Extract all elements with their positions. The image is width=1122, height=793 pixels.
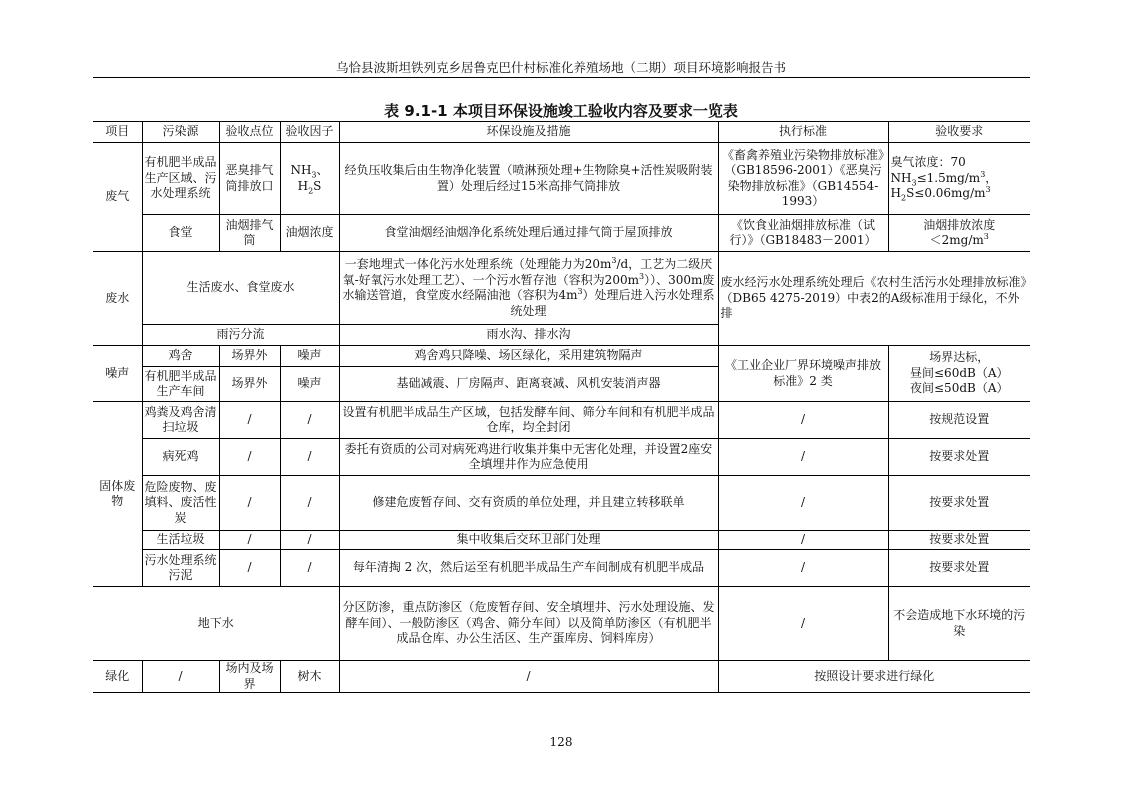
table-row <box>93 476 1030 531</box>
category-cell: 废水 <box>93 252 142 346</box>
factor-cell: 油烟浓度 <box>280 215 339 252</box>
factor-cell: / <box>280 550 339 587</box>
standard-cell: / <box>718 439 888 476</box>
source-cell: 污水处理系统污泥 <box>142 550 219 587</box>
source-cell: 有机肥半成品生产车间 <box>142 367 219 402</box>
table-row <box>93 661 1030 693</box>
document-header: 乌恰县波斯坦铁列克乡居鲁克巴什村标准化养殖场地（二期）项目环境影响报告书 <box>335 60 786 75</box>
header-rule <box>93 77 1030 78</box>
source-cell: 鸡粪及鸡舍清扫垃圾 <box>142 402 219 439</box>
measure-cell: / <box>339 661 718 693</box>
col-header: 执行标准 <box>718 122 888 143</box>
standard-cell: 废水经污水处理系统处理后《农村生活污水处理排放标准》（DB65 4275-2019）中表2的A级标准用于绿化，不外排 <box>718 252 1030 346</box>
requirement-cell: 按要求处置 <box>888 439 1030 476</box>
measure-cell: 分区防渗，重点防渗区（危废暂存间、安全填埋井、污水处理设施、发酵车间）、一般防渗区（鸡舍、筛分车间）以及简单防渗区（有机肥半成品仓库、办公生活区、生产蛋库房、饲料库房） <box>339 587 718 661</box>
measure-cell: 设置有机肥半成品生产区域，包括发酵车间、筛分车间和有机肥半成品仓库，均全封闭 <box>339 402 718 439</box>
point-cell: 场内及场界 <box>219 661 280 693</box>
factor-cell: / <box>280 476 339 531</box>
factor-cell: $NH_3$、$H_2S$ <box>280 143 339 215</box>
col-header: 验收点位 <box>219 122 280 143</box>
category-cell: 绿化 <box>93 661 142 693</box>
source-cell: 有机肥半成品生产区域、污水处理系统 <box>142 143 219 215</box>
table-row <box>93 143 1030 215</box>
point-cell: / <box>219 439 280 476</box>
measure-cell: 每年清掏 2 次，然后运至有机肥半成品生产车间制成有机肥半成品 <box>339 550 718 587</box>
table-row <box>93 531 1030 550</box>
point-cell: / <box>219 402 280 439</box>
point-cell: 场界外 <box>219 367 280 402</box>
table-row <box>93 346 1030 367</box>
factor-cell: / <box>280 531 339 550</box>
requirement-cell: 油烟排放浓度 $<2mg/m^3$ <box>888 215 1030 252</box>
source-cell: 食堂 <box>142 215 219 252</box>
requirement-cell: 按要求处置 <box>888 531 1030 550</box>
point-cell: 场界外 <box>219 346 280 367</box>
table-caption: 表 9.1-1 本项目环保设施竣工验收内容及要求一览表 <box>384 102 738 120</box>
col-header: 环保设施及措施 <box>339 122 718 143</box>
acceptance-table <box>93 121 1030 693</box>
source-cell: 危险废物、废填料、废活性炭 <box>142 476 219 531</box>
measure-cell: 鸡舍鸡只降噪、场区绿化，采用建筑物隔声 <box>339 346 718 367</box>
measure-cell: 经负压收集后由生物净化装置（喷淋预处理+生物除臭+活性炭吸附装置）处理后经过15米高排气筒排放 <box>339 143 718 215</box>
table-row <box>93 550 1030 587</box>
measure-cell: 委托有资质的公司对病死鸡进行收集并集中无害化处理，并设置2座安全填埋井作为应急使用 <box>339 439 718 476</box>
requirement-cell: 臭气浓度：70 $NH_3\le 1.5mg/m^3$， $H_2S\le 0.06mg/m^3$ <box>888 143 1030 215</box>
point-cell: / <box>219 550 280 587</box>
requirement-cell: 按照设计要求进行绿化 <box>718 661 1030 693</box>
measure-cell: 集中收集后交环卫部门处理 <box>339 531 718 550</box>
requirement-cell: 场界达标， 昼间≤60dB（A） 夜间≤50dB（A） <box>888 346 1030 402</box>
table-row <box>93 587 1030 661</box>
requirement-cell: 不会造成地下水环境的污染 <box>888 587 1030 661</box>
point-cell: / <box>219 476 280 531</box>
category-cell: 废气 <box>93 143 142 252</box>
requirement-cell: 按规范设置 <box>888 402 1030 439</box>
source-cell: / <box>142 661 219 693</box>
standard-cell: / <box>718 587 888 661</box>
category-cell: 地下水 <box>93 587 339 661</box>
col-header: 污染源 <box>142 122 219 143</box>
point-cell: / <box>219 531 280 550</box>
table-row <box>93 402 1030 439</box>
requirement-cell: 按要求处置 <box>888 550 1030 587</box>
standard-cell: 《工业企业厂界环境噪声排放标准》2 类 <box>718 346 888 402</box>
source-cell: 生活垃圾 <box>142 531 219 550</box>
measure-cell: 修建危废暂存间、交有资质的单位处理，并且建立转移联单 <box>339 476 718 531</box>
point-cell: 油烟排气筒 <box>219 215 280 252</box>
factor-cell: 噪声 <box>280 367 339 402</box>
standard-cell: / <box>718 476 888 531</box>
measure-cell: 一套地埋式一体化污水处理系统（处理能力为$20m^3/d$，工艺为二级厌氧-好氧污水处理工艺）、一个污水暂存池（容积为$200m^3$））、300m废水输送管道，食堂废水经隔油池（容积为$4m^3$）处理后进入污水处理系统处理 <box>339 252 718 325</box>
measure-cell: 基础减震、厂房隔声、距离衰减、风机安装消声器 <box>339 367 718 402</box>
category-cell: 固体废物 <box>93 402 142 587</box>
source-cell: 雨污分流 <box>142 325 339 346</box>
standard-cell: 《饮食业油烟排放标准（试行）》（GB18483－2001） <box>718 215 888 252</box>
point-cell: 恶臭排气筒排放口 <box>219 143 280 215</box>
table-row <box>93 215 1030 252</box>
table-row <box>93 252 1030 325</box>
source-cell: 病死鸡 <box>142 439 219 476</box>
col-header: 验收因子 <box>280 122 339 143</box>
requirement-cell: 按要求处置 <box>888 476 1030 531</box>
col-header: 验收要求 <box>888 122 1030 143</box>
source-cell: 鸡舍 <box>142 346 219 367</box>
measure-cell: 食堂油烟经油烟净化系统处理后通过排气筒于屋顶排放 <box>339 215 718 252</box>
table-row <box>93 439 1030 476</box>
source-cell: 生活废水、食堂废水 <box>142 252 339 325</box>
category-cell: 噪声 <box>93 346 142 402</box>
factor-cell: 噪声 <box>280 346 339 367</box>
col-header: 项目 <box>93 122 142 143</box>
factor-cell: 树木 <box>280 661 339 693</box>
factor-cell: / <box>280 439 339 476</box>
standard-cell: / <box>718 550 888 587</box>
standard-cell: 《畜禽养殖业污染物排放标准》（GB18596-2001）《恶臭污染物排放标准》（GB14554-1993） <box>718 143 888 215</box>
measure-cell: 雨水沟、排水沟 <box>339 325 718 346</box>
table-header-row <box>93 122 1030 143</box>
factor-cell: / <box>280 402 339 439</box>
page-number: 128 <box>549 735 573 749</box>
standard-cell: / <box>718 402 888 439</box>
standard-cell: / <box>718 531 888 550</box>
